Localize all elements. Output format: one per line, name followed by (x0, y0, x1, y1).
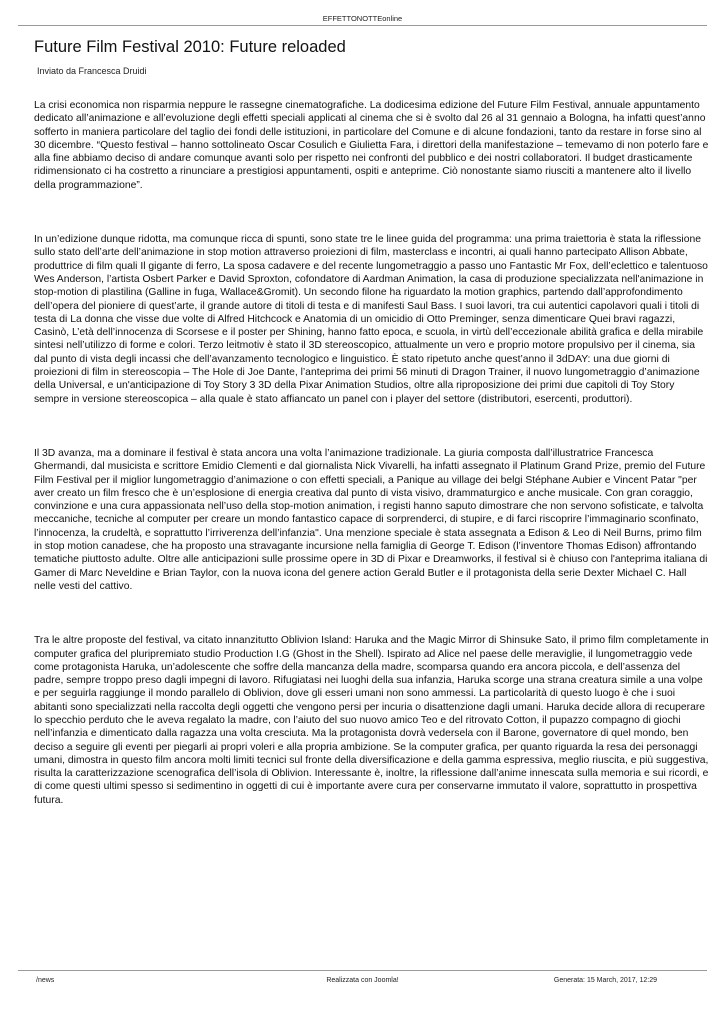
footer-divider (18, 970, 707, 971)
site-name-header: EFFETTONOTTEonline (322, 14, 403, 23)
article-title: Future Film Festival 2010: Future reloaded (34, 38, 346, 56)
header-divider (18, 25, 707, 26)
article-body (34, 99, 710, 807)
article-paragraph-3: Il 3D avanza, ma a dominare il festival è stata ancora una volta l’animazione tradizionale. La giuria composta dall’illustratrice Francesca Ghermandi, dal musicista e scrittore Emidio Clementi e dal giornalista Nick Vivarelli, ha infatti assegnato il Platinum Grand Prize, premio del Future Film Festival per il miglior lungometraggio d’animazione o con effetti speciali, a Panique au village dei belgi Stéphane Aubier e Vincent Patar "per aver creato un film fresco che è un’esplosione di energia creativa dal punto di vista visivo, drammaturgico e anche musicale. Con gran coraggio, convinzione e una cura appassionata nell’uso della stop-motion animation, i registi hanno saputo dimostrare che non servono sofisticate, e talvolta meccaniche, tecniche al computer per creare un mondo fantastico capace di sorprenderci, di stupire, e di farci riscoprire l’immaginario sconfinato, l’innocenza, la crudeltà, e soprattutto l’irriverenza dell’infanzia". Una menzione speciale è stata assegnata a Edison & Leo di Neil Burns, primo film in stop motion canadese, che ha proposto una stravagante incursione nella famiglia di George T. Edison (l’inventore Thomas Edison) affrontando tematiche piuttosto adulte. Oltre alle anticipazioni sulle prossime opere in 3D di Pixar e Dreamworks, il festival si è chiuso con l'anteprima italiana di Gamer di Marc Neveldine e Brian Taylor, con la nuova icona del genere action Gerald Butler e il protagonista della serie Dexter Michael C. Hall nelle vesti del cattivo. (34, 447, 708, 592)
footer-powered-by: Realizzata con Joomla! (326, 977, 399, 984)
footer-generated-date: Generata: 15 March, 2017, 12:29 (553, 977, 657, 984)
article-paragraph-1: La crisi economica non risparmia neppure le rassegne cinematografiche. La dodicesima edizione del Future Film Festival, annuale appuntamento dedicato all’animazione e all’evoluzione degli effetti speciali applicati al cinema che si è svolto dal 26 al 31 gennaio a Bologna, ha infatti quest’anno sofferto in maniera particolare del taglio dei fondi delle istituzioni, in particolare del Comune e di alcune fondazioni, tanto da restare in forse sino al 30 dicembre. “Questo festival – hanno sottolineato Oscar Cosulich e Giulietta Fara, i direttori della manifestazione – temevamo di non poterlo fare e alla fine abbiamo deciso di andare comunque avanti solo per rispetto nei confronti del pubblico e dei nostri collaboratori. Il budget drasticamente ridimensionato ci ha costretto a rinunciare a prestigiosi appuntamenti, ospiti e anteprime. Ciò nonostante siamo riusciti a mantenere alto il livello della programmazione”. (34, 100, 709, 191)
article-paragraph-2: In un’edizione dunque ridotta, ma comunque ricca di spunti, sono state tre le linee guida del programma: una prima traiettoria è stata la riflessione sullo stato dell’arte dell’animazione in stop motion attraverso proiezioni di film, masterclass e incontri, ai quali hanno partecipato Allison Abbate, produttrice di film quali Il gigante di ferro, La sposa cadavere e del recente lungometraggio a passo uno Fantastic Mr Fox, dell’eclettico e talentuoso Wes Anderson, l’artista Osbert Parker e David Sproxton, cofondatore di Aardman Animation, la casa di produzione specializzata nell'animazione in stop-motion di plastilina (Galline in fuga, Wallace&Gromit). Un secondo filone ha riguardato la motion graphics, partendo dall’approfondimento dell’opera del pioniere di quest’arte, il grande autore di titoli di testa e di manifesti Saul Bass. I suoi lavori, tra cui autentici capolavori quali i titoli di testa di La donna che visse due volte di Alfred Hitchcock e Anatomia di un omicidio di Otto Preminger, senza dimenticare Quei bravi ragazzi, Casinò, L’età dell’innocenza di Scorsese e il poster per Shining, hanno fatto epoca, e scuola, in virtù dell’eccezionale abilità grafica e della mirabile sintesi nell’utilizzo di forme e colori. Terzo leitmotiv è stato il 3D stereoscopico, attualmente un vero e proprio motore propulsivo per il cinema, sia dal punto di vista degli incassi che dell’avanzamento tecnologico e linguistico. È stato ripetuto anche quest’anno il 3dDAY: una due giorni di proiezioni di film in stereoscopia – The Hole di Joe Dante, l’anteprima dei primi 56 minuti di Dragon Trainer, il nuovo lungometraggio d’animazione della Universal, e un'anticipazione di Toy Story 3 3D della Pixar Animation Studios, oltre alla riproposizione dei primi due capitoli di Toy Story sempre in versione stereoscopica – alla quale è stato affiancato un panel con i player del settore (distributori, esercenti, produttori). (34, 234, 708, 405)
article-paragraph-4: Tra le altre proposte del festival, va citato innanzitutto Oblivion Island: Haruka and the Magic Mirror di Shinsuke Sato, il primo film completamente in computer grafica del pluripremiato studio Production I.G (Ghost in the Shell). Ispirato ad Alice nel paese delle meraviglie, il lungometraggio vede come protagonista Haruka, un’adolescente che soffre della mancanza della madre, scomparsa quando era ancora piccola, e dell’assenza del padre, sempre troppo preso dagli impegni di lavoro. Rifugiatasi nei luoghi della sua infanzia, Haruka scorge una strana creatura simile a una volpe e per seguirla raggiunge il mondo parallelo di Oblivion, dove gli esseri umani non sono ammessi. La particolarità di questo luogo è che i suoi abitanti sono specializzati nella raccolta degli oggetti che vengono persi per incuria o disattenzione dagli umani. Haruka decide allora di recuperare lo specchio perduto che le aveva regalato la madre, con l’aiuto del suo nuovo amico Teo e del ritrovato Cotton, il pupazzo compagno di giochi nell’infanzia e dimenticato dalla ragazza una volta cresciuta. Ma la protagonista dovrà vedersela con il Barone, governatore di quel mondo, ben deciso a seguire gli eventi per piegarli ai propri voleri e alla propria ambizione. Se la computer grafica, per quanto riguarda la resa dei personaggi umani, dimostra in questo film ancora molti limiti tecnici sul fronte della diversificazione e della gamma espressiva, meglio riuscita, e più suggestiva, risulta la caratterizzazione scenografica dell’isola di Oblivion. Interessante è, inoltre, la riflessione dall’anime innescata sulla memoria e sui ricordi, e di come questi ultimi spesso si sedimentino in oggetti di cui è importante avere cura per conservarne immutato il valore, soprattutto in prospettiva futura. (34, 635, 709, 806)
article-byline: Inviato da Francesca Druidi (37, 66, 147, 76)
footer-section-path: /news (36, 977, 55, 984)
